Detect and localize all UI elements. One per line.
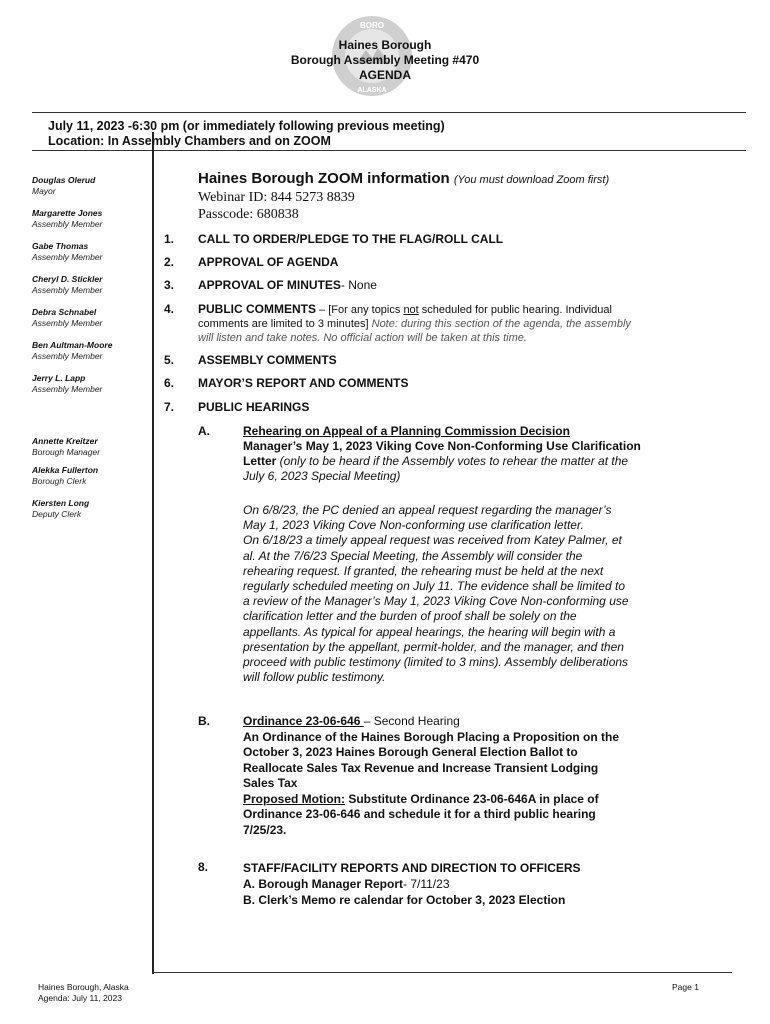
hearing-b xyxy=(243,714,743,838)
body-line: al. At the 7/6/23 Special Meeting, the Assembly will consider the xyxy=(243,548,583,563)
staff-entry xyxy=(32,498,89,520)
member-name: Margarette Jones xyxy=(32,208,103,218)
footer-agenda-date: Agenda: July 11, 2023 xyxy=(38,993,122,1003)
hearing-a xyxy=(243,424,743,484)
body-line: regularly scheduled meeting on July 11. The evidence shall be limited to xyxy=(243,579,625,594)
member-name: Jerry L. Lapp xyxy=(32,373,86,383)
item-text: comments are limited to 3 minutes] xyxy=(198,318,372,330)
member-entry xyxy=(32,307,102,329)
hearing-a-subject: Manager’s May 1, 2023 Viking Cove Non-Conforming Use Clarification xyxy=(243,439,641,453)
header-rule xyxy=(32,150,746,151)
member-name: Douglas Olerud xyxy=(32,175,96,185)
zoom-webinar-id: Webinar ID: 844 5273 8839 xyxy=(198,190,355,205)
ordinance-title-line: Reallocate Sales Tax Revenue and Increase Transient Lodging xyxy=(243,760,599,775)
body-line: rehearing request. If granted, the rehearing must be held at the next xyxy=(243,563,604,578)
zoom-passcode: Passcode: 680838 xyxy=(198,207,299,222)
report-manager: A. Borough Manager Report xyxy=(243,877,404,891)
staff-name: Kiersten Long xyxy=(32,498,90,508)
ordinance-title-line: Sales Tax xyxy=(243,776,298,790)
item-dash: – xyxy=(316,304,329,316)
item-public-hearings: PUBLIC HEARINGS xyxy=(198,400,310,414)
item-approval-minutes xyxy=(198,278,377,293)
body-line: a review of the Manager’s May 1, 2023 Viking Cove Non-conforming use xyxy=(243,594,629,609)
hearing-a-condition: (only to be heard if the Assembly votes to rehear the matter at the xyxy=(276,454,629,468)
member-role: Assembly Member xyxy=(32,219,103,229)
item-assembly-comments: ASSEMBLY COMMENTS xyxy=(198,353,337,367)
item-approval-agenda: APPROVAL OF AGENDA xyxy=(198,255,339,269)
member-role: Assembly Member xyxy=(32,252,103,262)
proposed-motion-text: Substitute Ordinance 23-06-646A in place of xyxy=(345,791,599,806)
member-entry xyxy=(32,208,102,230)
member-entry xyxy=(32,373,102,395)
meeting-date: July 11, 2023 -6:30 pm (or immediately following previous meeting) xyxy=(48,119,445,133)
item-suffix: - None xyxy=(340,278,377,292)
zoom-title: Haines Borough ZOOM information xyxy=(198,170,450,187)
report-manager-date: - 7/11/23 xyxy=(403,877,450,891)
zoom-info xyxy=(198,170,609,223)
staff-entry xyxy=(32,436,100,458)
ordinance-number: Ordinance 23-06-646 xyxy=(243,714,364,728)
footer-org: Haines Borough, Alaska xyxy=(38,982,129,992)
meeting-location: Location: In Assembly Chambers and on ZOOM xyxy=(48,134,331,148)
item-text: scheduled for public hearing. Individual xyxy=(418,304,612,316)
body-line: May 1, 2023 Viking Cove Non-conforming use clarification letter. xyxy=(243,518,584,533)
proposed-motion-text: Ordinance 23-06-646 and schedule it for a third public hearing xyxy=(243,807,596,821)
footer-left xyxy=(38,982,129,1004)
item-text: [For any topics xyxy=(328,304,404,316)
member-role: Assembly Member xyxy=(32,285,103,295)
svg-text:ALASKA: ALASKA xyxy=(357,87,387,94)
item-number: 2. xyxy=(164,255,175,269)
hearing-a-condition: July 6, 2023 Special Meeting) xyxy=(243,469,401,483)
item-text-not: not xyxy=(403,304,419,316)
item-number: 3. xyxy=(164,278,175,292)
header-agenda: AGENDA xyxy=(358,68,411,82)
staff-name: Annette Kreitzer xyxy=(32,436,98,446)
item-number: 4. xyxy=(164,302,175,316)
ordinance-title-line: October 3, 2023 Haines Borough General Election Ballot to xyxy=(243,745,578,759)
hearing-a-title: Rehearing on Appeal of a Planning Commission Decision xyxy=(243,424,570,438)
page-number: Page 1 xyxy=(672,982,699,992)
member-name: Ben Aultman-Moore xyxy=(32,340,113,350)
member-name: Cheryl D. Stickler xyxy=(32,274,103,284)
staff-name: Alekka Fullerton xyxy=(32,465,99,475)
header-meeting: Borough Assembly Meeting #470 xyxy=(290,53,480,67)
item-call-to-order: CALL TO ORDER/PLEDGE TO THE FLAG/ROLL CALL xyxy=(198,232,504,246)
item-label: STAFF/FACILITY REPORTS AND DIRECTION TO OFFICERS xyxy=(243,861,581,875)
hearing-a-letter-word: Letter xyxy=(243,454,277,468)
body-line: clarification letter and the burden of proof shall be solely on the xyxy=(243,609,577,624)
top-rule xyxy=(32,112,746,113)
body-line: On 6/18/23 a timely appeal request was received from Katey Palmer, et xyxy=(243,533,622,548)
report-clerk-memo: B. Clerk’s Memo re calendar for October 3, 2023 Election xyxy=(243,893,566,907)
footer-rule xyxy=(152,972,732,973)
hearing-letter: A. xyxy=(198,424,210,438)
member-name: Debra Schnabel xyxy=(32,307,97,317)
staff-entry xyxy=(32,465,98,487)
body-line: On 6/8/23, the PC denied an appeal request regarding the manager’s xyxy=(243,503,612,517)
item-number: 1. xyxy=(164,232,175,246)
member-role: Mayor xyxy=(32,186,56,196)
member-entry xyxy=(32,175,95,197)
item-number: 8. xyxy=(198,860,209,874)
meeting-info xyxy=(48,119,445,149)
ordinance-title-line: An Ordinance of the Haines Borough Placing a Proposition on the xyxy=(243,729,620,744)
member-role: Assembly Member xyxy=(32,351,103,361)
member-entry xyxy=(32,274,102,296)
ordinance-hearing: – Second Hearing xyxy=(363,714,460,728)
proposed-motion-label: Proposed Motion: xyxy=(243,791,345,806)
member-entry xyxy=(32,241,102,263)
member-role: Assembly Member xyxy=(32,318,103,328)
item-label: PUBLIC COMMENTS xyxy=(198,302,316,316)
member-entry xyxy=(32,340,112,362)
hearing-a-body xyxy=(243,503,743,685)
body-line: presentation by the appellant, permit-holder, and the manager, and then xyxy=(243,639,624,654)
item-number: 5. xyxy=(164,353,175,367)
member-role: Assembly Member xyxy=(32,384,103,394)
item-number: 6. xyxy=(164,376,175,390)
proposed-motion-text: 7/25/23. xyxy=(243,822,287,837)
zoom-note: (You must download Zoom first) xyxy=(453,174,610,186)
item-label: APPROVAL OF MINUTES xyxy=(198,278,341,292)
item-note: will listen and take notes. No official action will be taken at this time. xyxy=(198,332,527,344)
member-name: Gabe Thomas xyxy=(32,241,89,251)
item-number: 7. xyxy=(164,400,175,414)
body-line: will follow public testimony. xyxy=(243,670,386,685)
staff-role: Borough Manager xyxy=(32,447,101,457)
header-org: Haines Borough xyxy=(338,38,432,52)
body-line: appellants. As typical for appeal hearings, the hearing will begin with a xyxy=(243,624,616,639)
staff-role: Deputy Clerk xyxy=(32,509,82,519)
staff-role: Borough Clerk xyxy=(32,476,87,486)
item-note: Note: during this section of the agenda, the assembly xyxy=(371,318,631,330)
item-mayors-report: MAYOR’S REPORT AND COMMENTS xyxy=(198,376,409,390)
item-staff-reports xyxy=(243,860,743,908)
agenda-header xyxy=(0,38,770,83)
sidebar-divider xyxy=(152,132,154,974)
body-line: proceed with public testimony (limited to 3 mins). Assembly deliberations xyxy=(243,655,629,670)
item-public-comments xyxy=(198,302,728,345)
hearing-letter: B. xyxy=(198,714,210,728)
svg-text:BORO: BORO xyxy=(360,21,384,30)
